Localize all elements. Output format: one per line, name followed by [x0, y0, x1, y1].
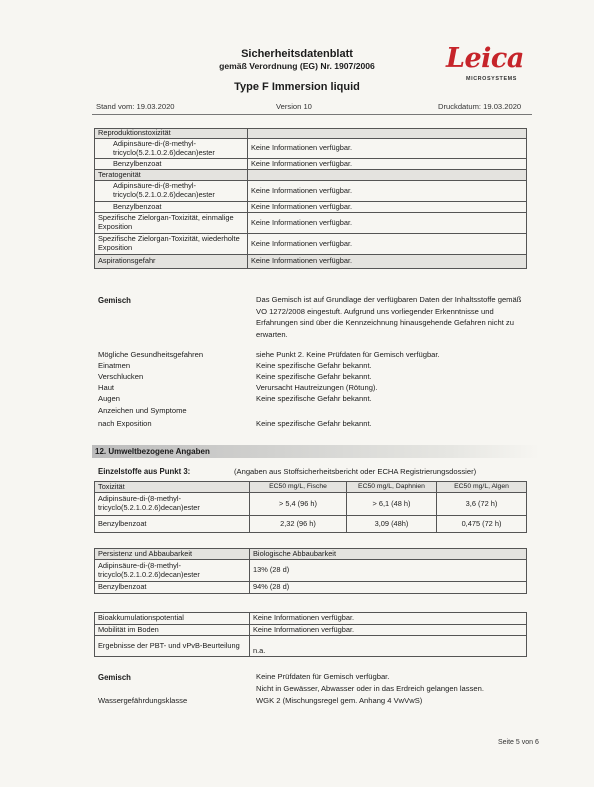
value-cell: 3,09 (48h) [347, 516, 437, 533]
table-row [95, 560, 527, 582]
health-value: Keine spezifische Gefahr bekannt. [256, 372, 372, 381]
tox-cell: Keine Informationen verfügbar. [248, 255, 527, 269]
health-label: nach Exposition [98, 419, 152, 428]
substance-cell: Adipinsäure-di-(8-methyl-tricyclo(5.2.1.0.2.6)decan)ester [95, 493, 250, 516]
health-value: Keine spezifische Gefahr bekannt. [256, 419, 372, 428]
wgk-label: Wassergefährdungsklasse [98, 696, 188, 705]
table-row [95, 213, 527, 234]
table-row [95, 613, 527, 625]
health-label: Haut [98, 383, 115, 392]
health-label: Mögliche Gesundheitsgefahren [98, 350, 204, 359]
column-header: Biologische Abbaubarkeit [250, 549, 527, 560]
leica-logo [436, 44, 536, 84]
substance-cell: Adipinsäure-di-(8-methyl-tricyclo(5.2.1.0.2.6)decan)ester [95, 560, 250, 582]
tox-cell: Spezifische Zielorgan-Toxizität, einmalige Exposition [95, 213, 248, 234]
table-row [95, 170, 527, 181]
health-label: Einatmen [98, 361, 131, 370]
header-rule [92, 114, 532, 115]
table-row [95, 625, 527, 636]
value-cell: 0,475 (72 h) [437, 516, 527, 533]
value-cell: 94% (28 d) [250, 582, 527, 594]
tox-cell: Reproduktionstoxizität [95, 129, 248, 139]
toxicity-table [94, 128, 527, 269]
tox-cell: Spezifische Zielorgan-Toxizität, wiederholte Exposition [95, 234, 248, 255]
regulation-line: gemäß Verordnung (EG) Nr. 1907/2006 [219, 61, 375, 71]
column-header: EC50 mg/L, Fische [250, 482, 347, 493]
value-cell: 13% (28 d) [250, 560, 527, 582]
table-row [95, 159, 527, 170]
logo-wordmark: Leica [446, 43, 524, 74]
table-row [95, 582, 527, 594]
column-header: Persistenz und Abbaubarkeit [95, 549, 250, 560]
value-cell: Keine Informationen verfügbar. [250, 625, 527, 636]
product-name: Type F Immersion liquid [234, 81, 360, 93]
logo-subtitle: MICROSYSTEMS [466, 76, 517, 82]
table-row [95, 129, 527, 139]
gemisch-label-2: Gemisch [98, 673, 131, 682]
table-row [95, 139, 527, 159]
tox-cell: Aspirationsgefahr [95, 255, 248, 269]
health-value: Verursacht Hautreizungen (Rötung). [256, 383, 378, 392]
table-row [95, 516, 527, 533]
property-cell: Bioakkumulationspotential [95, 613, 250, 625]
tox-cell: Keine Informationen verfügbar. [248, 213, 527, 234]
column-header: Toxizität [95, 482, 250, 493]
section-12-heading: 12. Umweltbezogene Angaben [92, 445, 540, 458]
version: Version 10 [276, 102, 312, 111]
health-label: Verschlucken [98, 372, 144, 381]
health-label: Anzeichen und Symptome [98, 406, 187, 415]
persistence-table [94, 548, 527, 594]
tox-cell: Benzylbenzoat [95, 202, 248, 213]
property-cell: Mobilität im Boden [95, 625, 250, 636]
tox-cell: Keine Informationen verfügbar. [248, 159, 527, 170]
bioaccumulation-table [94, 612, 527, 657]
tox-cell [248, 170, 527, 181]
table-row [95, 255, 527, 269]
substance-cell: Benzylbenzoat [95, 516, 250, 533]
table-row [95, 202, 527, 213]
value-cell: Keine Informationen verfügbar. [250, 613, 527, 625]
value-cell: 3,6 (72 h) [437, 493, 527, 516]
value-cell: > 6,1 (48 h) [347, 493, 437, 516]
gemisch-text: Das Gemisch ist auf Grundlage der verfügbaren Daten der Inhaltsstoffe gemäß VO 1272/2008 eingestuft. Aufgrund uns vorliegender Erkenntnisse und Erfahrungen sind über die Kennzeichnung hinausgehende Gefahren nicht zu erwarten. [256, 295, 522, 339]
gemisch-label: Gemisch [98, 296, 131, 305]
gemisch-line-1: Keine Prüfdaten für Gemisch verfügbar. [256, 672, 390, 681]
table-header-row [95, 549, 527, 560]
tox-cell [248, 129, 527, 139]
tox-cell: Keine Informationen verfügbar. [248, 181, 527, 202]
health-value: siehe Punkt 2. Keine Prüfdaten für Gemisch verfügbar. [256, 350, 440, 359]
stand-date: Stand vom: 19.03.2020 [96, 102, 175, 111]
einzelstoffe-label: Einzelstoffe aus Punkt 3: [98, 467, 191, 476]
property-cell: Ergebnisse der PBT- und vPvB-Beurteilung [95, 636, 250, 657]
tox-cell: Keine Informationen verfügbar. [248, 202, 527, 213]
health-value: Keine spezifische Gefahr bekannt. [256, 361, 372, 370]
column-header: EC50 mg/L, Algen [437, 482, 527, 493]
ecotoxicity-table [94, 481, 527, 533]
document-title: Sicherheitsdatenblatt [241, 48, 353, 60]
tox-cell: Adipinsäure-di-(8-methyl-tricyclo(5.2.1.0.2.6)decan)ester [95, 181, 248, 202]
column-header: EC50 mg/L, Daphnien [347, 482, 437, 493]
data-source-note: (Angaben aus Stoffsicherheitsbericht oder ECHA Registrierungsdossier) [234, 467, 477, 476]
table-row [95, 234, 527, 255]
value-cell: n.a. [250, 636, 527, 657]
wgk-value: WGK 2 (Mischungsregel gem. Anhang 4 VwVwS) [256, 696, 423, 705]
tox-cell: Keine Informationen verfügbar. [248, 234, 527, 255]
health-label: Augen [98, 394, 120, 403]
table-row [95, 493, 527, 516]
page-number: Seite 5 von 6 [498, 739, 539, 746]
substance-cell: Benzylbenzoat [95, 582, 250, 594]
tox-cell: Benzylbenzoat [95, 159, 248, 170]
tox-cell: Teratogenität [95, 170, 248, 181]
tox-cell: Adipinsäure-di-(8-methyl-tricyclo(5.2.1.0.2.6)decan)ester [95, 139, 248, 159]
value-cell: > 5,4 (96 h) [250, 493, 347, 516]
table-header-row [95, 482, 527, 493]
table-row [95, 181, 527, 202]
table-row [95, 636, 527, 657]
health-value: Keine spezifische Gefahr bekannt. [256, 394, 372, 403]
print-date: Druckdatum: 19.03.2020 [438, 102, 522, 111]
gemisch-line-2: Nicht in Gewässer, Abwasser oder in das Erdreich gelangen lassen. [256, 684, 484, 693]
value-cell: 2,32 (96 h) [250, 516, 347, 533]
tox-cell: Keine Informationen verfügbar. [248, 139, 527, 159]
